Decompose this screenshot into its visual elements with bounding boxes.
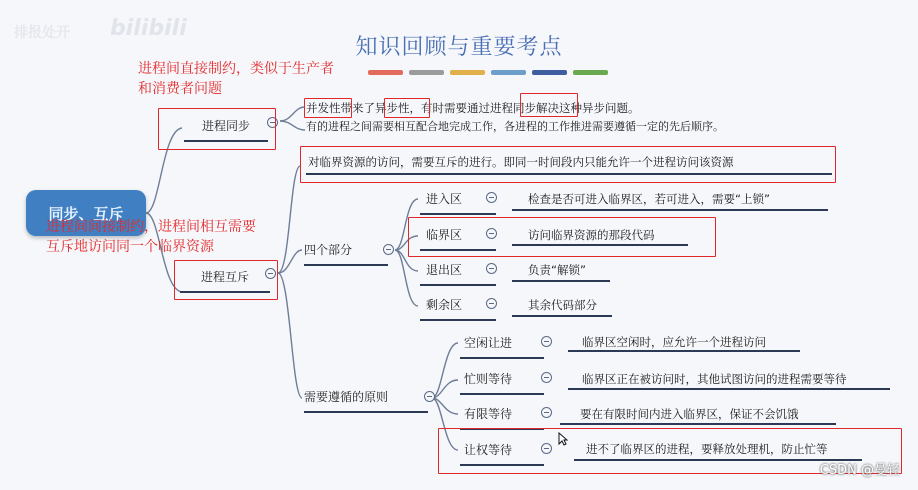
principle-bounded-node[interactable]: 有限等待 bbox=[460, 405, 544, 430]
mutex-annotation-line1: 进程间间接制约，进程间相互需要 bbox=[46, 219, 256, 235]
part-critical-desc: 访问临界资源的那段代码 bbox=[528, 228, 655, 242]
highlight-box bbox=[174, 260, 278, 300]
highlight-box bbox=[384, 98, 430, 118]
sync-node[interactable]: 进程同步 bbox=[184, 117, 268, 142]
principle-yield-desc: 进不了临界区的进程，要释放处理机，防止忙等 bbox=[586, 442, 828, 456]
watermark-text: 排报处开 bbox=[14, 25, 70, 41]
collapse-icon[interactable] bbox=[424, 391, 435, 402]
part-remainder-desc: 其余代码部分 bbox=[528, 298, 597, 312]
sync-annotation-line2: 和消费者问题 bbox=[138, 81, 222, 97]
collapse-icon[interactable] bbox=[486, 263, 497, 274]
collapse-icon[interactable] bbox=[486, 298, 497, 309]
part-exit-node[interactable]: 退出区 bbox=[420, 261, 496, 286]
root-node[interactable]: 同步、互斥 bbox=[26, 190, 146, 236]
collapse-icon[interactable] bbox=[486, 192, 497, 203]
principles-node[interactable]: 需要遵循的原则 bbox=[304, 388, 428, 413]
color-bar-strip bbox=[368, 70, 608, 75]
principle-idle-desc: 临界区空闲时，应允许一个进程访问 bbox=[582, 335, 766, 349]
mutex-node[interactable]: 进程互斥 bbox=[180, 268, 270, 293]
principle-busy-desc: 临界区正在被访问时，其他试图访问的进程需要等待 bbox=[582, 372, 847, 386]
part-enter-node[interactable]: 进入区 bbox=[420, 190, 496, 215]
bilibili-watermark: bilibili bbox=[110, 16, 187, 41]
mutex-access-note: 对临界资源的访问，需要互斥的进行。即同一时间段内只能允许一个进程访问该资源 bbox=[308, 155, 734, 169]
color-bar bbox=[573, 70, 608, 75]
color-bar bbox=[409, 70, 444, 75]
mutex-annotation-line2: 互斥地访问同一个临界资源 bbox=[46, 239, 214, 255]
color-bar bbox=[450, 70, 485, 75]
sync-line-1: 并发性带来了异步性，有时需要通过进程同步解决这种异步问题。 bbox=[306, 101, 640, 115]
color-bar bbox=[491, 70, 526, 75]
footer-credit: CSDN @曼轻 bbox=[819, 463, 900, 478]
highlight-box bbox=[304, 98, 352, 118]
color-bar bbox=[532, 70, 567, 75]
color-bar bbox=[368, 70, 403, 75]
sync-line-2: 有的进程之间需要相互配合地完成工作，各进程的工作推进需要遵循一定的先后顺序。 bbox=[306, 120, 724, 133]
principle-idle-node[interactable]: 空闲让进 bbox=[460, 334, 544, 359]
part-remainder-node[interactable]: 剩余区 bbox=[420, 296, 496, 321]
highlight-box bbox=[520, 93, 578, 117]
part-enter-desc: 检查是否可进入临界区，若可进入，需要“上锁” bbox=[528, 192, 770, 206]
four-parts-node[interactable]: 四个部分 bbox=[304, 241, 388, 266]
highlight-box bbox=[408, 217, 716, 257]
collapse-icon[interactable] bbox=[541, 372, 552, 383]
highlight-box bbox=[158, 108, 276, 150]
collapse-icon[interactable] bbox=[383, 244, 394, 255]
principle-yield-node[interactable]: 让权等待 bbox=[460, 441, 544, 466]
page-title: 知识回顾与重要考点 bbox=[355, 35, 563, 60]
principle-busy-node[interactable]: 忙则等待 bbox=[460, 370, 544, 395]
principle-bounded-desc: 要在有限时间内进入临界区，保证不会饥饿 bbox=[580, 407, 799, 421]
collapse-icon[interactable] bbox=[541, 407, 552, 418]
sync-annotation-line1: 进程间直接制约，类似于生产者 bbox=[138, 61, 334, 77]
part-critical-node[interactable]: 临界区 bbox=[420, 226, 496, 251]
collapse-icon[interactable] bbox=[541, 336, 552, 347]
highlight-box bbox=[300, 146, 836, 183]
sync-text: 并发性 bbox=[306, 101, 341, 115]
part-exit-desc: 负责“解锁” bbox=[528, 263, 586, 277]
